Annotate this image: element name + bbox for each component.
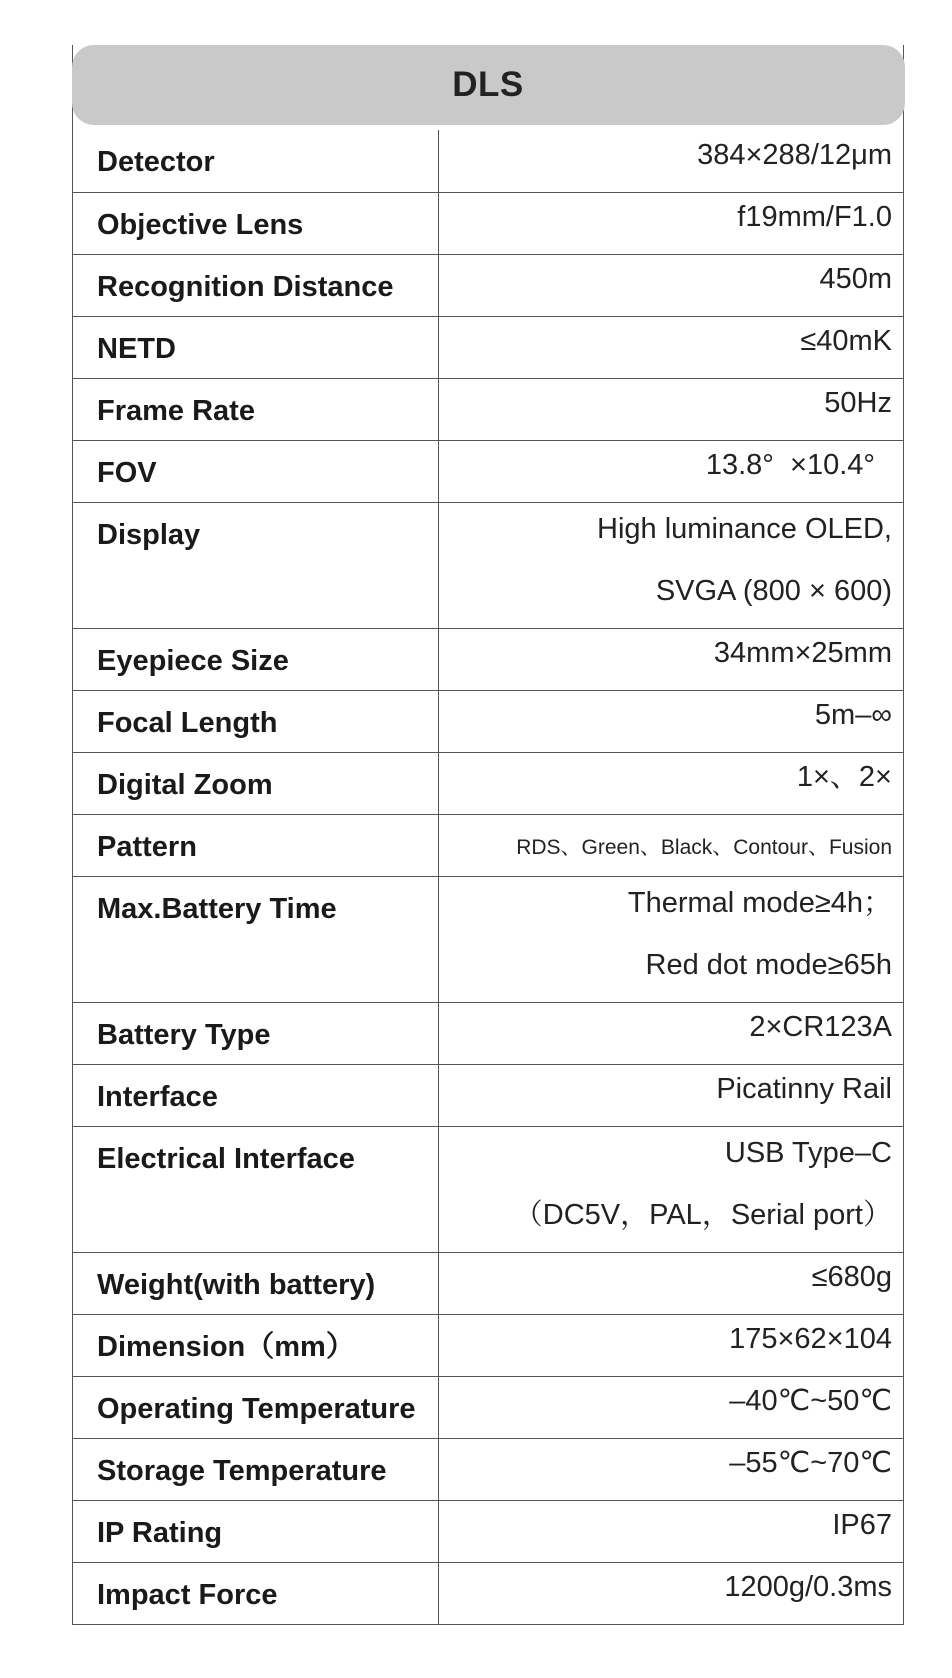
spec-label: Electrical Interface: [73, 1127, 439, 1252]
spec-value-line: SVGA (800 × 600): [655, 575, 892, 607]
spec-value: [439, 691, 903, 752]
spec-row-weight: [73, 1252, 903, 1314]
spec-label: Digital Zoom: [73, 753, 439, 814]
spec-value-line: 50Hz: [824, 387, 892, 419]
spec-value: [439, 1065, 903, 1126]
spec-value-line: Picatinny Rail: [716, 1073, 892, 1105]
spec-row-pattern: [73, 814, 903, 876]
spec-row-objective-lens: [73, 192, 903, 254]
spec-row-dimension: [73, 1314, 903, 1376]
spec-value-line: ≤680g: [811, 1261, 892, 1293]
spec-row-electrical-interface: [73, 1126, 903, 1252]
spec-row-eyepiece-size: [73, 628, 903, 690]
spec-label: Eyepiece Size: [73, 629, 439, 690]
spec-value-line: 2×CR123A: [749, 1011, 892, 1043]
spec-label: NETD: [73, 317, 439, 378]
spec-label: Pattern: [73, 815, 439, 876]
spec-label: Focal Length: [73, 691, 439, 752]
spec-value-line: USB Type–C: [724, 1137, 892, 1169]
spec-value-line: Thermal mode≥4h；: [627, 887, 892, 919]
spec-row-ip-rating: [73, 1500, 903, 1562]
spec-row-detector: [73, 130, 903, 192]
spec-row-netd: [73, 316, 903, 378]
spec-label: Display: [73, 503, 439, 628]
spec-label: Objective Lens: [73, 193, 439, 254]
spec-value-line: High luminance OLED,: [597, 513, 892, 545]
table-title: DLS: [72, 45, 905, 125]
spec-value: [439, 1253, 903, 1314]
spec-table: [72, 45, 904, 1625]
spec-label: Battery Type: [73, 1003, 439, 1064]
spec-value-line: 34mm×25mm: [713, 637, 892, 669]
spec-value: [439, 1501, 903, 1562]
spec-label: FOV: [73, 441, 439, 502]
spec-value-line: –40℃~50℃: [729, 1385, 892, 1417]
spec-value-line: 175×62×104: [729, 1323, 892, 1355]
spec-value-line: –55℃~70℃: [729, 1447, 892, 1479]
spec-value: [439, 1003, 903, 1064]
spec-value: [439, 877, 903, 1002]
spec-value-line: 1200g/0.3ms: [724, 1571, 892, 1603]
spec-value: [439, 1127, 903, 1252]
spec-value: [439, 379, 903, 440]
spec-row-fov: [73, 440, 903, 502]
spec-value: [439, 503, 903, 628]
spec-value-line: 13.8° ×10.4°: [705, 449, 875, 481]
spec-value: [439, 441, 903, 502]
spec-value-line: IP67: [832, 1509, 892, 1541]
spec-label: Frame Rate: [73, 379, 439, 440]
spec-value: [439, 193, 903, 254]
spec-value: [439, 255, 903, 316]
spec-row-digital-zoom: [73, 752, 903, 814]
spec-label: Weight(with battery): [73, 1253, 439, 1314]
spec-label: Detector: [73, 130, 439, 192]
spec-value: [439, 629, 903, 690]
spec-label: Impact Force: [73, 1563, 439, 1624]
spec-label: IP Rating: [73, 1501, 439, 1562]
spec-row-storage-temperature: [73, 1438, 903, 1500]
spec-value-line: f19mm/F1.0: [737, 201, 892, 233]
spec-value: [439, 1439, 903, 1500]
spec-row-max-battery-time: [73, 876, 903, 1002]
spec-value: [439, 1377, 903, 1438]
spec-value-line: ≤40mK: [800, 325, 892, 357]
spec-value-line: RDS、Green、Black、Contour、Fusion: [516, 836, 892, 859]
spec-label: Recognition Distance: [73, 255, 439, 316]
spec-label: Storage Temperature: [73, 1439, 439, 1500]
spec-value-line: 5m–∞: [814, 699, 892, 731]
spec-value-line: 450m: [819, 263, 892, 295]
spec-row-recognition-distance: [73, 254, 903, 316]
spec-value: [439, 317, 903, 378]
spec-row-frame-rate: [73, 378, 903, 440]
spec-row-battery-type: [73, 1002, 903, 1064]
spec-value-line: 1×、2×: [796, 761, 892, 793]
spec-row-operating-temperature: [73, 1376, 903, 1438]
spec-value: [439, 753, 903, 814]
spec-row-interface: [73, 1064, 903, 1126]
spec-value: [439, 1315, 903, 1376]
spec-row-impact-force: [73, 1562, 903, 1624]
spec-value: [439, 1563, 903, 1624]
spec-value: [439, 815, 903, 876]
spec-value-line: 384×288/12μm: [697, 139, 892, 171]
spec-label: Dimension（mm）: [73, 1315, 439, 1376]
spec-row-display: [73, 502, 903, 628]
spec-value-line: （DC5V，PAL，Serial port）: [513, 1199, 892, 1231]
spec-row-focal-length: [73, 690, 903, 752]
spec-value: [439, 130, 903, 192]
spec-label: Operating Temperature: [73, 1377, 439, 1438]
spec-label: Interface: [73, 1065, 439, 1126]
spec-value-line: Red dot mode≥65h: [645, 949, 892, 981]
spec-label: Max.Battery Time: [73, 877, 439, 1002]
